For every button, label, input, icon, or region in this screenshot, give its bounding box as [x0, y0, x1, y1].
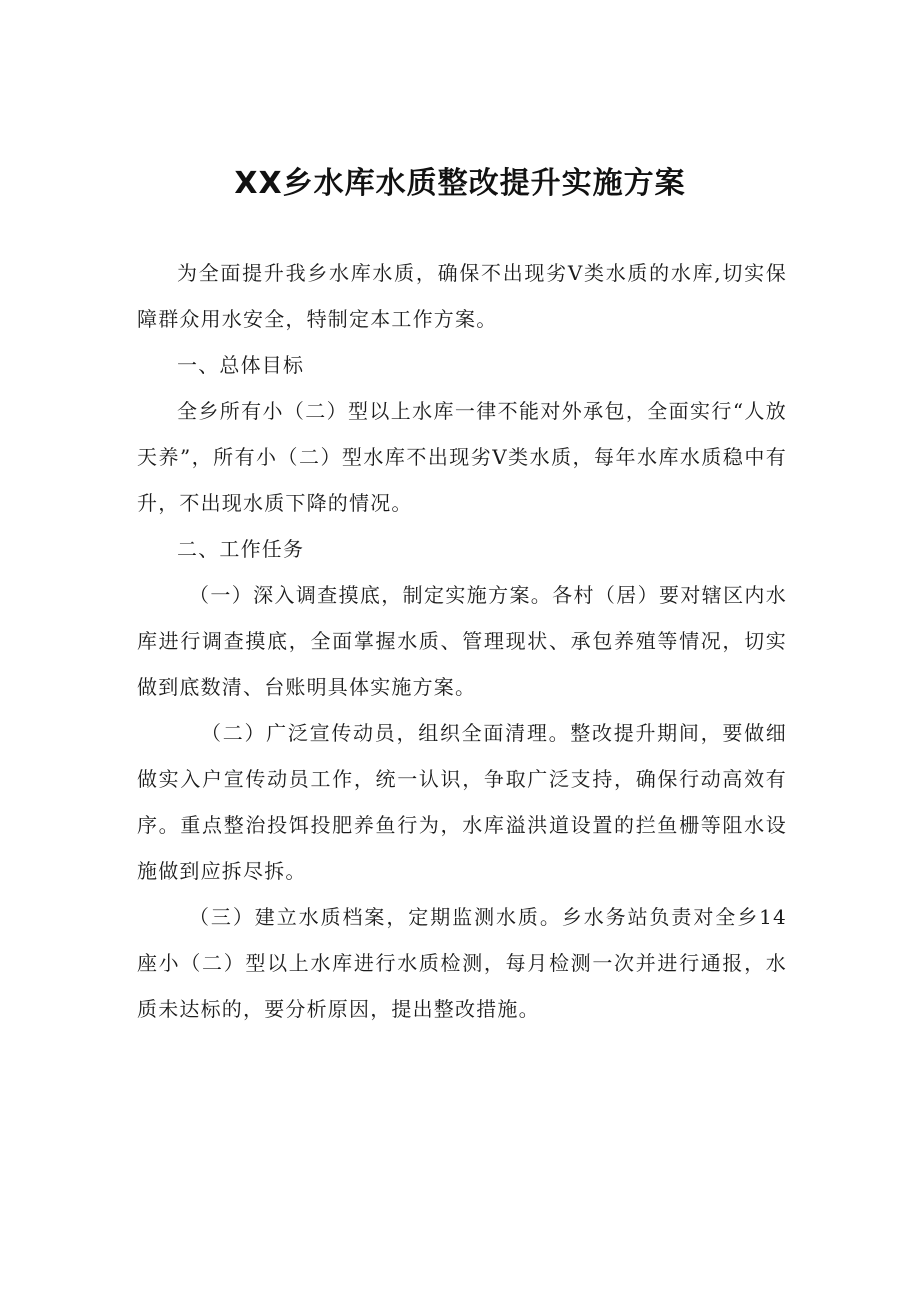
task-1-paragraph: （一）深入调查摸底，制定实施方案。各村（居）要对辖区内水库进行调查摸底，全面掌握水质、管理现状、承包养殖等情况，切实做到底数清、台账明具体实施方案。 — [137, 583, 787, 699]
document-body — [137, 250, 787, 1032]
intro-paragraph: 为全面提升我乡水库水质，确保不出现劣Ⅴ类水质的水库,切实保障群众用水安全，特制定本工作方案。 — [137, 261, 787, 331]
document-title: XX乡水库水质整改提升实施方案 — [234, 166, 686, 201]
overall-goal-paragraph: 全乡所有小（二）型以上水库一律不能对外承包，全面实行“人放天养”，所有小（二）型水库不出现劣Ⅴ类水质，每年水库水质稳中有升，不出现水质下降的情况。 — [137, 399, 787, 515]
section-heading-overall-goal: 一、总体目标 — [177, 353, 305, 377]
section-heading-work-tasks: 二、工作任务 — [177, 537, 305, 561]
task-3-paragraph: （三）建立水质档案，定期监测水质。乡水务站负责对全乡14座小（二）型以上水库进行水质检测，每月检测一次并进行通报，水质未达标的，要分析原因，提出整改措施。 — [137, 905, 787, 1021]
task-2-paragraph: （二）广泛宣传动员，组织全面清理。整改提升期间，要做细做实入户宣传动员工作，统一认识，争取广泛支持，确保行动高效有序。重点整治投饵投肥养鱼行为，水库溢洪道设置的拦鱼栅等阻水设施做到应拆尽拆。 — [137, 721, 787, 883]
